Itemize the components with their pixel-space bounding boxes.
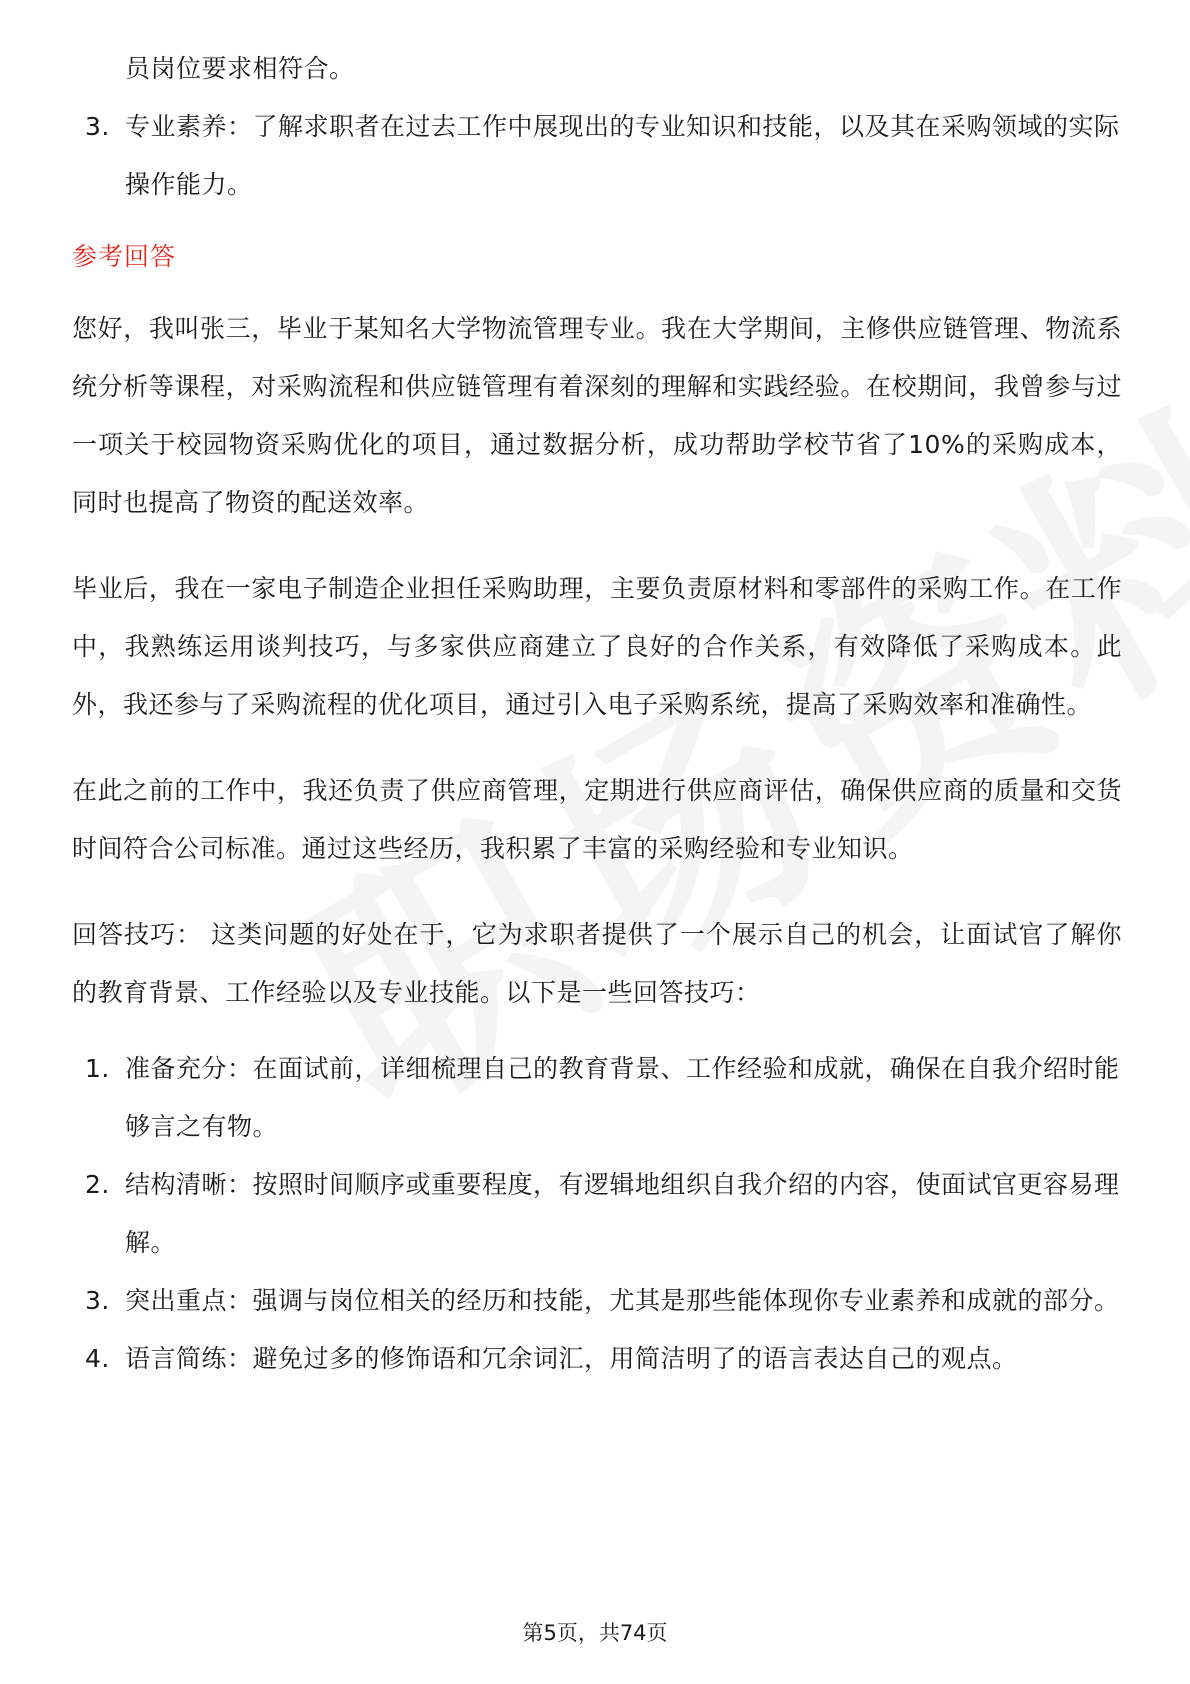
list-text: 语言简练：避免过多的修饰语和冗余词汇，用简洁明了的语言表达自己的观点。 [125, 1344, 1018, 1373]
list-text: 专业素养：了解求职者在过去工作中展现出的专业知识和技能，以及其在采购领域的实际操作能力。 [125, 112, 1120, 199]
list-item [72, 1272, 1122, 1330]
list-number: 2. [85, 1170, 110, 1199]
paragraph: 在此之前的工作中，我还负责了供应商管理，定期进行供应商评估，确保供应商的质量和交货时间符合公司标准。通过这些经历，我积累了丰富的采购经验和专业知识。 [72, 776, 1122, 863]
page-number: 第5页，共74页 [522, 1621, 668, 1645]
list-item [72, 98, 1122, 214]
paragraph: 回答技巧： 这类问题的好处在于，它为求职者提供了一个展示自己的机会，让面试官了解你的教育背景、工作经验以及专业技能。以下是一些回答技巧： [72, 920, 1122, 1007]
list-text: 突出重点：强调与岗位相关的经历和技能，尤其是那些能体现你专业素养和成就的部分。 [125, 1286, 1120, 1315]
page-content [72, 40, 1122, 1388]
list-text: 结构清晰：按照时间顺序或重要程度，有逻辑地组织自我介绍的内容，使面试官更容易理解。 [125, 1170, 1120, 1257]
list-item [72, 1156, 1122, 1272]
tips-list [72, 1040, 1122, 1388]
list-number: 3. [85, 112, 110, 141]
top-list [72, 40, 1122, 214]
list-number: 4. [85, 1344, 110, 1373]
list-item [72, 1330, 1122, 1388]
list-number: 1. [85, 1054, 110, 1083]
paragraph: 您好，我叫张三，毕业于某知名大学物流管理专业。我在大学期间，主修供应链管理、物流系统分析等课程，对采购流程和供应链管理有着深刻的理解和实践经验。在校期间，我曾参与过一项关于校园物资采购优化的项目，通过数据分析，成功帮助学校节省了10%的采购成本，同时也提高了物资的配送效率。 [72, 314, 1122, 517]
section-heading: 参考回答 [72, 242, 177, 271]
list-item [72, 40, 1122, 98]
list-item [72, 1040, 1122, 1156]
list-number: 3. [85, 1286, 110, 1315]
list-text: 员岗位要求相符合。 [125, 54, 355, 83]
paragraph: 毕业后，我在一家电子制造企业担任采购助理，主要负责原材料和零部件的采购工作。在工作中，我熟练运用谈判技巧，与多家供应商建立了良好的合作关系，有效降低了采购成本。此外，我还参与了采购流程的优化项目，通过引入电子采购系统，提高了采购效率和准确性。 [72, 574, 1122, 719]
list-text: 准备充分：在面试前，详细梳理自己的教育背景、工作经验和成就，确保在自我介绍时能够言之有物。 [125, 1054, 1120, 1141]
